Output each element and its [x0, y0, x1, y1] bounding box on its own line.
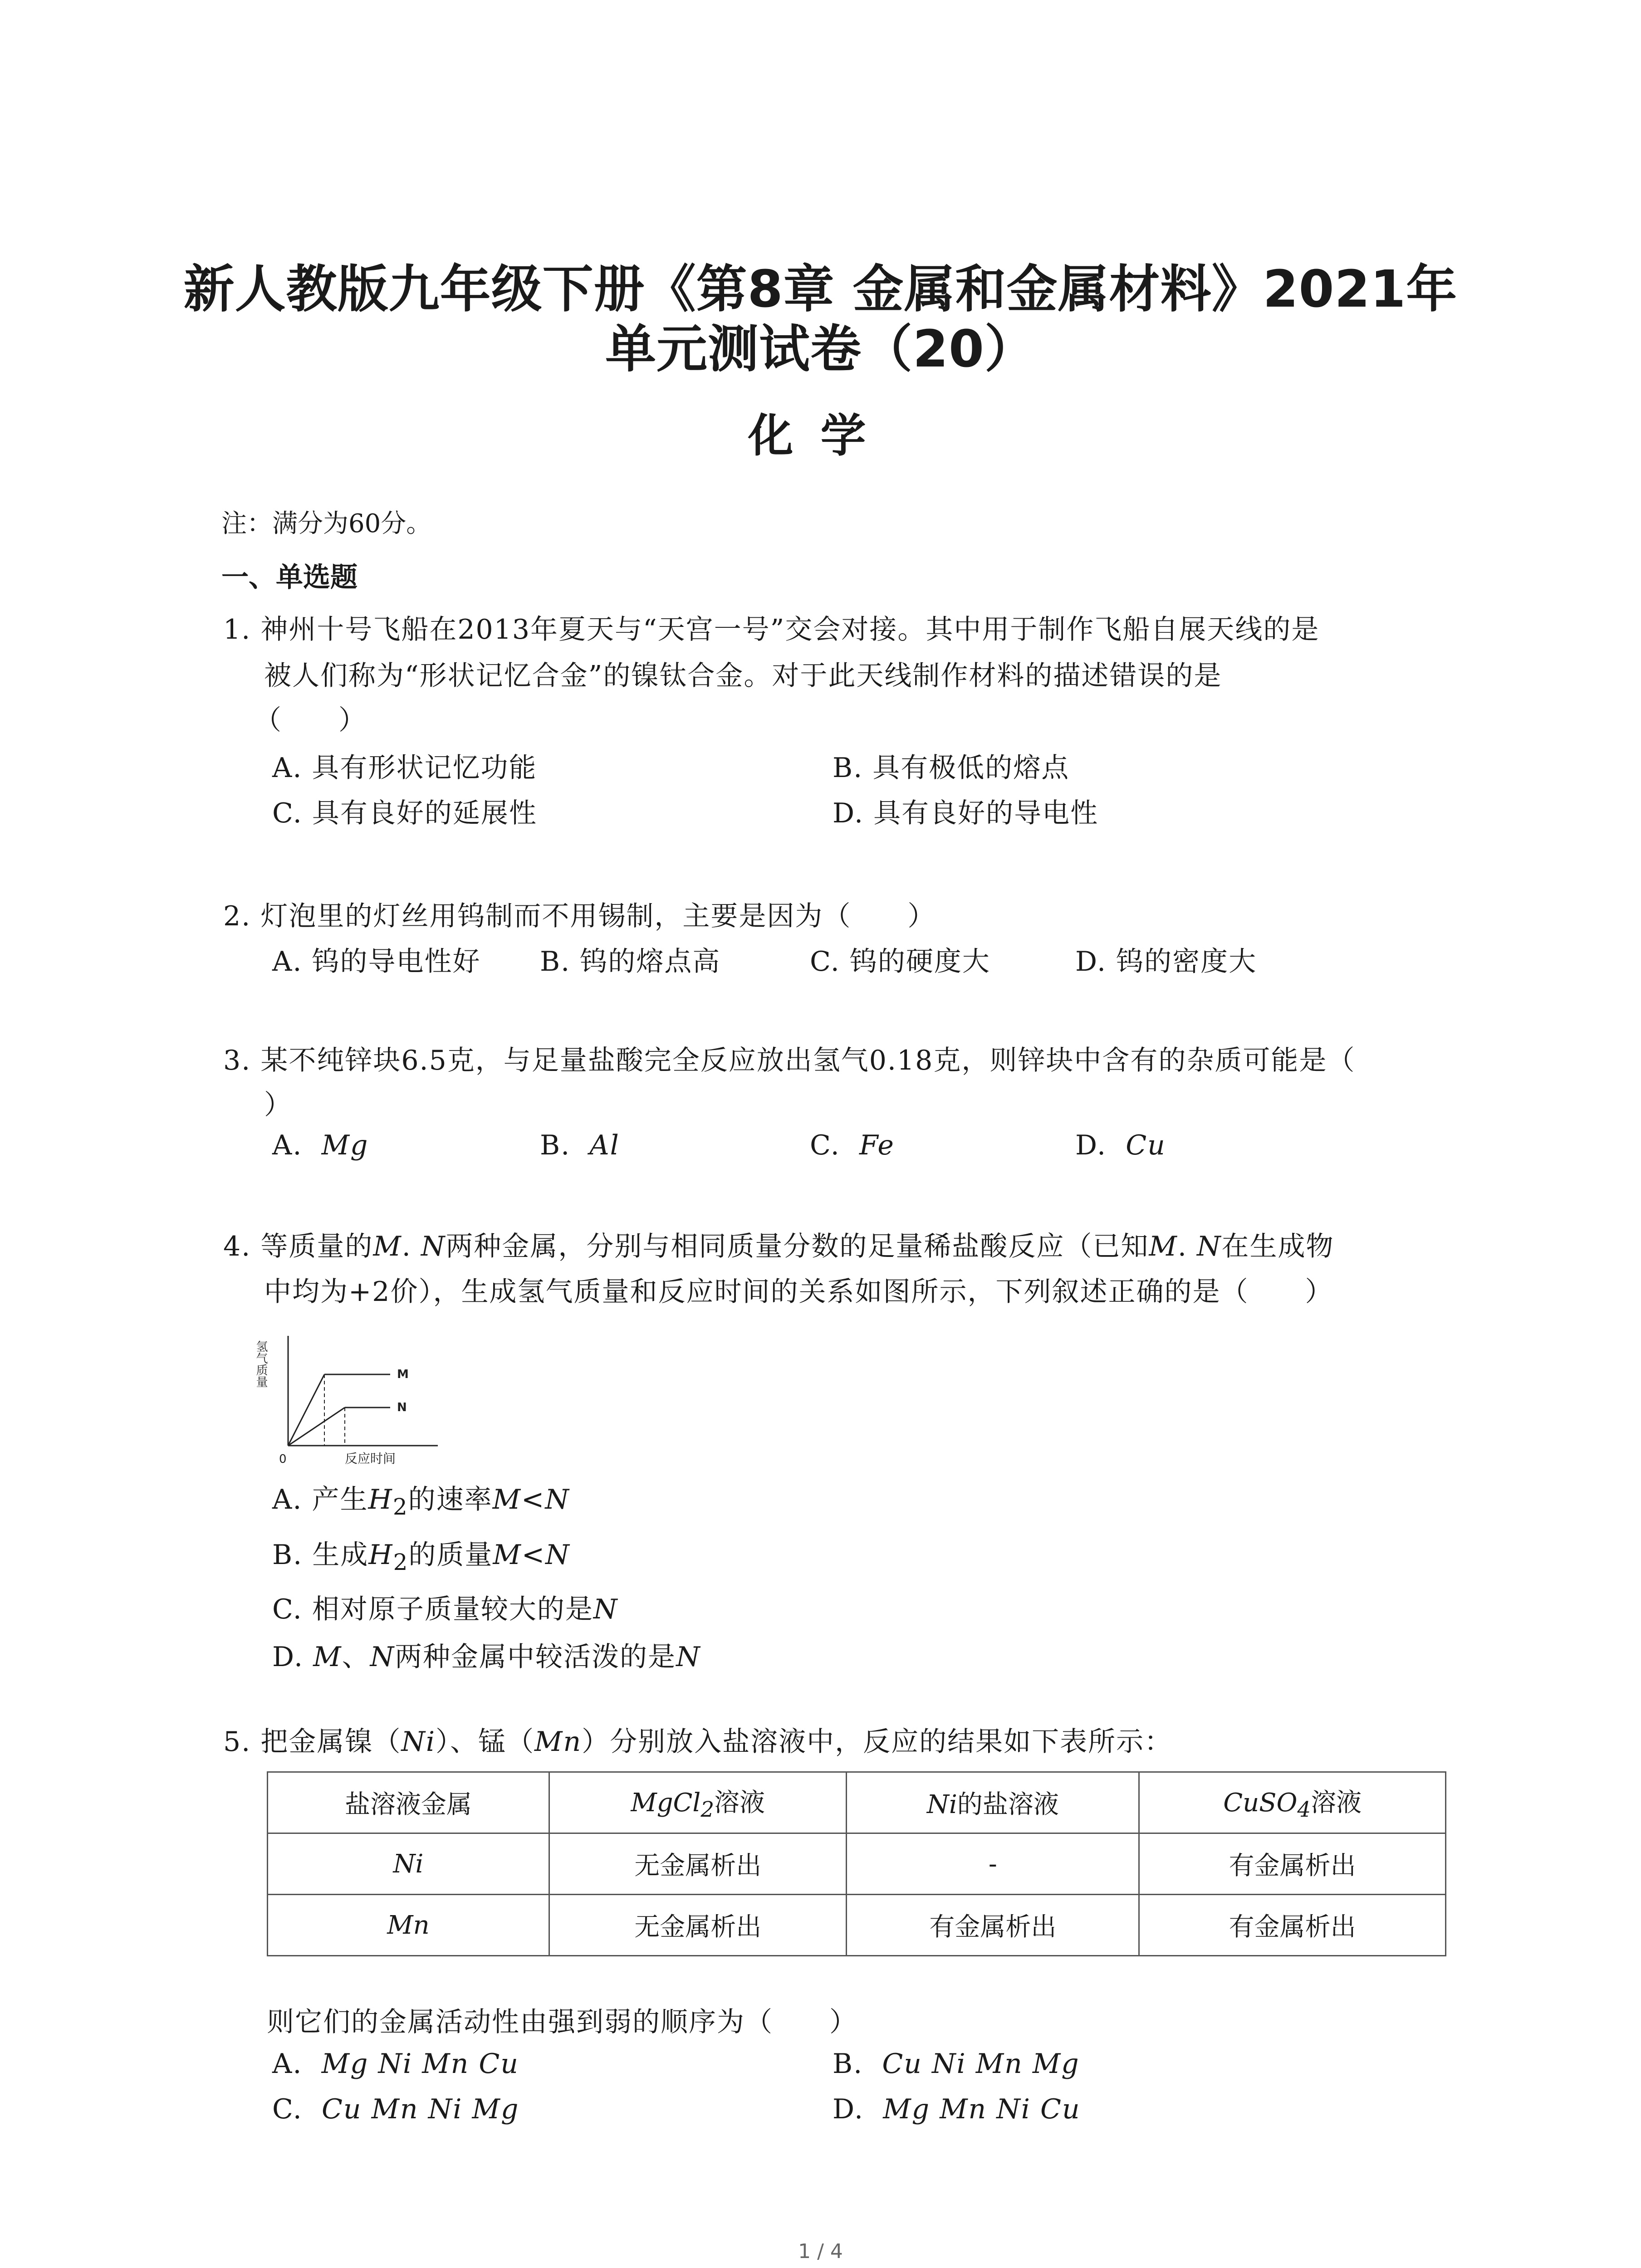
- q1-option-d[interactable]: D. 具有良好的导电性: [833, 797, 1099, 829]
- table-cell: 无金属析出: [549, 1895, 847, 1956]
- q5-option-a[interactable]: A. Mg Ni Mn Cu: [272, 2048, 519, 2080]
- q2-option-d[interactable]: D. 钨的密度大: [1075, 946, 1257, 978]
- subject-title: 化学: [748, 409, 893, 462]
- table-header-cell: MgCl$_2$溶液: [549, 1772, 847, 1833]
- q2-option-a[interactable]: A. 钨的导电性好: [272, 946, 481, 978]
- q3-option-a[interactable]: A. Mg: [272, 1129, 369, 1161]
- graph-xlabel: 反应时间: [345, 1451, 396, 1466]
- q1-option-b[interactable]: B. 具有极低的熔点: [833, 752, 1070, 784]
- q5-question: 则它们的金属活动性由强到弱的顺序为（ ）: [267, 2006, 857, 2038]
- q1-line2: 被人们称为“形状记忆合金”的镍钛合金。对于此天线制作材料的描述错误的是: [264, 660, 1222, 692]
- graph-label-n: N: [397, 1401, 407, 1414]
- reaction-table: [267, 1771, 1446, 1956]
- q1-option-c[interactable]: C. 具有良好的延展性: [272, 797, 537, 829]
- table-cell: 有金属析出: [847, 1895, 1139, 1956]
- score-note: 注：满分为60分。: [221, 509, 432, 538]
- q2-option-c[interactable]: C. 钨的硬度大: [810, 946, 990, 978]
- table-cell: Ni: [268, 1833, 549, 1895]
- table-header-cell: Ni的盐溶液: [847, 1772, 1139, 1833]
- q3-line2: ）: [264, 1089, 292, 1121]
- q3-line1: 3. 某不纯锌块6.5克，与足量盐酸完全反应放出氢气0.18克，则锌块中含有的杂质可能是（: [223, 1045, 1356, 1076]
- table-cell: 有金属析出: [1139, 1895, 1446, 1956]
- q3-option-b[interactable]: B. Al: [540, 1129, 620, 1161]
- q1-option-a[interactable]: A. 具有形状记忆功能: [272, 752, 537, 784]
- q5-option-b[interactable]: B. Cu Ni Mn Mg: [833, 2048, 1080, 2080]
- q4-line1: 4. 等质量的M. N两种金属，分别与相同质量分数的足量稀盐酸反应（已知M. N在生成物: [223, 1231, 1334, 1262]
- q4-option-c[interactable]: C. 相对原子质量较大的是N: [272, 1593, 618, 1625]
- table-header-cell: CuSO$_4$溶液: [1139, 1772, 1446, 1833]
- table-cell: 有金属析出: [1139, 1833, 1446, 1895]
- table-cell: -: [847, 1833, 1139, 1895]
- q2-option-b[interactable]: B. 钨的熔点高: [540, 946, 721, 978]
- table-cell: Mn: [268, 1895, 549, 1956]
- q4-option-a[interactable]: A. 产生$H_2$的速率M<N: [272, 1484, 570, 1520]
- graph-line-m-rise: [288, 1374, 324, 1446]
- table-header-row: [268, 1772, 1446, 1833]
- graph-label-m: M: [397, 1368, 409, 1381]
- q1-answer-blank: （ ）: [254, 704, 367, 736]
- q4-option-b[interactable]: B. 生成$H_2$的质量M<N: [272, 1539, 570, 1575]
- graph-ylabel: 氢气质量: [254, 1340, 268, 1388]
- table-header-cell: 盐溶液金属: [268, 1772, 549, 1833]
- table-row: [268, 1833, 1446, 1895]
- q5-line1: 5. 把金属镍（Ni）、锰（Mn）分别放入盐溶液中，反应的结果如下表所示：: [223, 1726, 1173, 1758]
- doc-title-line2: 单元测试卷（20）: [605, 320, 1036, 379]
- q2-line1: 2. 灯泡里的灯丝用钨制而不用锡制，主要是因为（ ）: [223, 900, 936, 932]
- q3-option-c[interactable]: C. Fe: [810, 1129, 895, 1161]
- q5-option-d[interactable]: D. Mg Mn Ni Cu: [833, 2093, 1081, 2125]
- q1-line1: 1. 神州十号飞船在2013年夏天与“天宫一号”交会对接。其中用于制作飞船自展天线的是: [223, 614, 1320, 645]
- table-cell: 无金属析出: [549, 1833, 847, 1895]
- q3-option-d[interactable]: D. Cu: [1075, 1129, 1166, 1161]
- doc-title-line1: 新人教版九年级下册《第8章 金属和金属材料》2021年: [183, 260, 1458, 319]
- section-title: 一、单选题: [221, 562, 358, 593]
- graph-origin: 0: [279, 1452, 287, 1466]
- page-number: 1 / 4: [798, 2240, 843, 2263]
- q4-line2: 中均为+2价），生成氢气质量和反应时间的关系如图所示，下列叙述正确的是（ ）: [264, 1276, 1333, 1308]
- table-row: [268, 1895, 1446, 1956]
- q4-option-d[interactable]: D. M、N两种金属中较活泼的是N: [272, 1641, 701, 1673]
- graph-line-n-rise: [288, 1408, 345, 1446]
- hydrogen-time-graph: [254, 1331, 447, 1467]
- q5-option-c[interactable]: C. Cu Mn Ni Mg: [272, 2093, 519, 2125]
